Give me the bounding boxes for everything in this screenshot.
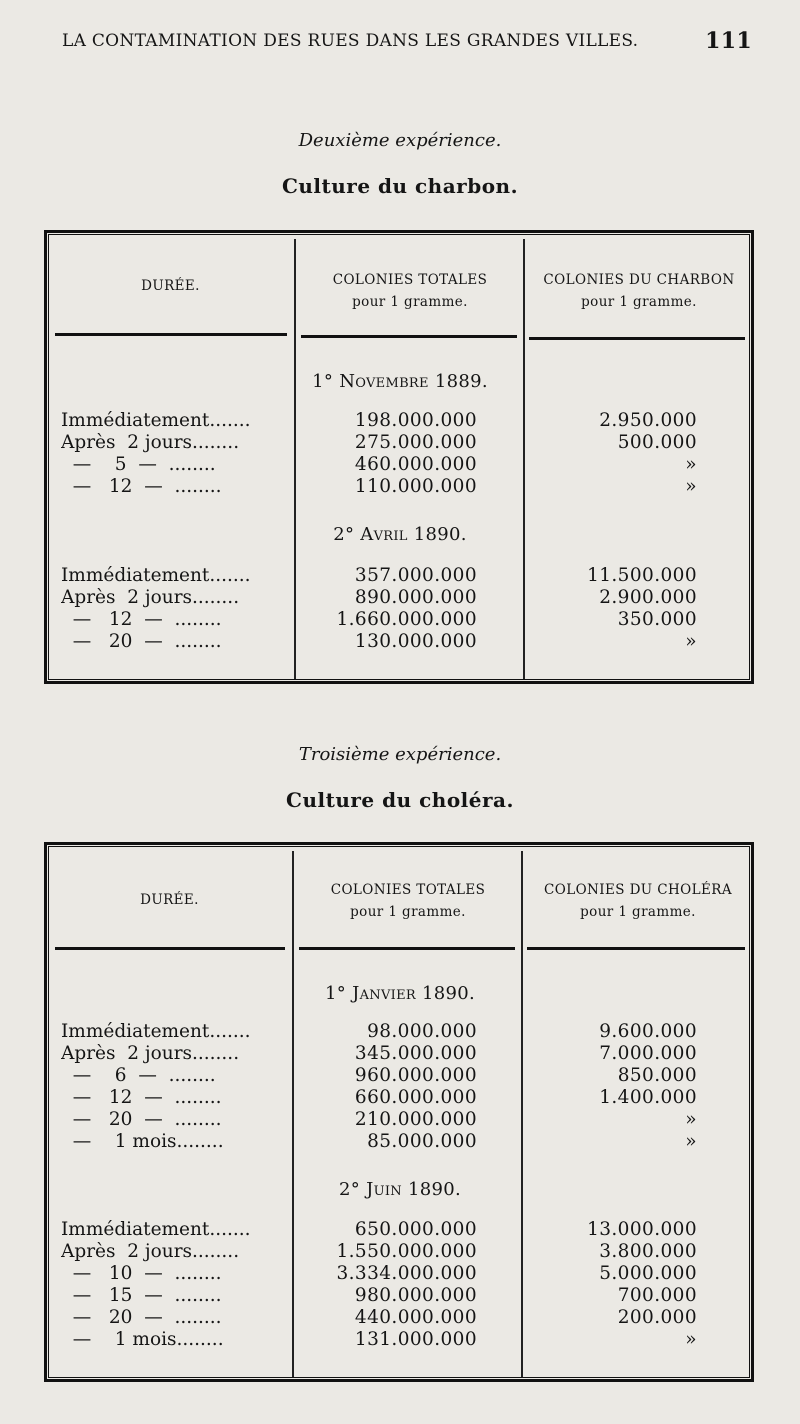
- group-date: [47, 524, 753, 545]
- totales-cell: 1.550.000.000: [336, 1241, 477, 1262]
- table-row: [47, 1065, 753, 1087]
- totales-cell: 890.000.000: [354, 587, 477, 608]
- totales-cell: 460.000.000: [354, 454, 477, 475]
- header-colonies-cholera: [523, 879, 753, 923]
- group-date: [47, 1179, 753, 1200]
- duree-cell: — 1 mois........: [61, 1329, 224, 1350]
- totales-cell: 1.660.000.000: [336, 609, 477, 630]
- totales-cell: 98.000.000: [367, 1021, 477, 1042]
- totales-cell: 650.000.000: [354, 1219, 477, 1240]
- header-line: pour 1 gramme.: [581, 294, 697, 310]
- specifiques-cell: 200.000: [617, 1307, 697, 1328]
- duree-cell: — 20 — ........: [61, 1307, 222, 1328]
- experiment-subtitle: Troisième expérience.: [298, 744, 502, 765]
- specifiques-cell: 700.000: [617, 1285, 697, 1306]
- specifiques-cell: »: [685, 1109, 697, 1130]
- specifiques-cell: 500.000: [617, 432, 697, 453]
- specifiques-cell: 11.500.000: [587, 565, 697, 586]
- duree-cell: — 12 — ........: [61, 609, 222, 630]
- specifiques-cell: 850.000: [617, 1065, 697, 1086]
- header-rule: [55, 333, 287, 336]
- group-date: [47, 371, 753, 392]
- header-rule: [55, 947, 285, 950]
- totales-cell: 345.000.000: [354, 1043, 477, 1064]
- header-colonies-totales: [295, 879, 521, 923]
- totales-cell: 131.000.000: [354, 1329, 477, 1350]
- duree-cell: — 15 — ........: [61, 1285, 222, 1306]
- totales-cell: 660.000.000: [354, 1087, 477, 1108]
- header-rule: [301, 335, 517, 338]
- header-duree: DURÉE.: [141, 278, 200, 294]
- specifiques-cell: 3.800.000: [599, 1241, 697, 1262]
- duree-cell: — 1 mois........: [61, 1131, 224, 1152]
- totales-cell: 3.334.000.000: [336, 1263, 477, 1284]
- date-month: Avril: [360, 524, 408, 545]
- group-date: [47, 983, 753, 1004]
- header-line: pour 1 gramme.: [350, 904, 466, 920]
- duree-cell: Après 2 jours........: [61, 1043, 240, 1064]
- section-title: Culture du charbon.: [281, 174, 519, 198]
- table-row: [47, 1219, 753, 1241]
- table-row: [47, 1021, 753, 1043]
- table-row: [47, 476, 753, 498]
- table-row: [47, 410, 753, 432]
- totales-cell: 980.000.000: [354, 1285, 477, 1306]
- date-number: 1°: [324, 983, 347, 1004]
- totales-cell: 275.000.000: [354, 432, 477, 453]
- specifiques-cell: »: [685, 1329, 697, 1350]
- header-line: COLONIES TOTALES: [332, 272, 488, 288]
- running-head: [62, 24, 752, 58]
- header-line: COLONIES TOTALES: [330, 882, 486, 898]
- duree-cell: — 10 — ........: [61, 1263, 222, 1284]
- duree-cell: Après 2 jours........: [61, 432, 240, 453]
- duree-cell: — 20 — ........: [61, 631, 222, 652]
- table-row: [47, 1131, 753, 1153]
- table-row: [47, 432, 753, 454]
- totales-cell: 85.000.000: [367, 1131, 477, 1152]
- table-row: [47, 631, 753, 653]
- duree-cell: Immédiatement.......: [61, 1219, 251, 1240]
- date-month: Juin: [366, 1179, 402, 1200]
- header-rule: [527, 947, 745, 950]
- duree-cell: Immédiatement.......: [61, 1021, 251, 1042]
- duree-cell: — 5 — ........: [61, 454, 216, 475]
- specifiques-cell: 2.950.000: [599, 410, 697, 431]
- specifiques-cell: 350.000: [617, 609, 697, 630]
- specifiques-cell: 5.000.000: [599, 1263, 697, 1284]
- running-head-title: LA CONTAMINATION DES RUES DANS LES GRANDES VILLES.: [62, 31, 639, 51]
- section-title: Culture du choléra.: [286, 788, 514, 812]
- header-duree: DURÉE.: [140, 892, 199, 908]
- duree-cell: Après 2 jours........: [61, 1241, 240, 1262]
- experiment-subtitle: Deuxième expérience.: [298, 130, 502, 151]
- header-rule: [529, 337, 745, 340]
- totales-cell: 960.000.000: [354, 1065, 477, 1086]
- table-row: [47, 1307, 753, 1329]
- table-row: [47, 1043, 753, 1065]
- date-number: 2°: [333, 524, 355, 545]
- specifiques-cell: »: [685, 476, 697, 497]
- table-row: [47, 565, 753, 587]
- duree-cell: — 6 — ........: [61, 1065, 216, 1086]
- totales-cell: 110.000.000: [354, 476, 477, 497]
- date-number: 2°: [338, 1179, 361, 1200]
- table-row: [47, 1087, 753, 1109]
- date-year: 1890.: [413, 524, 467, 545]
- header-line: COLONIES DU CHOLÉRA: [544, 882, 732, 898]
- table-row: [47, 1329, 753, 1351]
- totales-cell: 357.000.000: [354, 565, 477, 586]
- specifiques-cell: 9.600.000: [599, 1021, 697, 1042]
- date-year: 1890.: [407, 1179, 462, 1200]
- date-month: Novembre: [339, 371, 429, 392]
- specifiques-cell: »: [685, 1131, 697, 1152]
- specifiques-cell: 1.400.000: [599, 1087, 697, 1108]
- header-colonies-totales: [297, 269, 523, 313]
- table-row: [47, 454, 753, 476]
- date-year: 1889.: [434, 371, 488, 392]
- specifiques-cell: »: [685, 631, 697, 652]
- duree-cell: Immédiatement.......: [61, 410, 251, 431]
- data-table: [44, 842, 754, 1382]
- duree-cell: — 12 — ........: [61, 1087, 222, 1108]
- specifiques-cell: »: [685, 454, 697, 475]
- header-line: COLONIES DU CHARBON: [543, 272, 735, 288]
- data-table: [44, 230, 754, 684]
- header-rule: [299, 947, 515, 950]
- table-row: [47, 1109, 753, 1131]
- table-row: [47, 587, 753, 609]
- totales-cell: 130.000.000: [354, 631, 477, 652]
- page-number: 111: [705, 28, 752, 54]
- table-row: [47, 609, 753, 631]
- specifiques-cell: 2.900.000: [599, 587, 697, 608]
- specifiques-cell: 13.000.000: [587, 1219, 697, 1240]
- totales-cell: 440.000.000: [354, 1307, 477, 1328]
- specifiques-cell: 7.000.000: [599, 1043, 697, 1064]
- date-month: Janvier: [352, 983, 416, 1004]
- table-row: [47, 1263, 753, 1285]
- duree-cell: Immédiatement.......: [61, 565, 251, 586]
- duree-cell: Après 2 jours........: [61, 587, 240, 608]
- duree-cell: — 12 — ........: [61, 476, 222, 497]
- table-row: [47, 1241, 753, 1263]
- header-colonies-charbon: [525, 269, 753, 313]
- duree-cell: — 20 — ........: [61, 1109, 222, 1130]
- date-year: 1890.: [421, 983, 476, 1004]
- totales-cell: 198.000.000: [354, 410, 477, 431]
- header-line: pour 1 gramme.: [352, 294, 468, 310]
- date-number: 1°: [312, 371, 334, 392]
- table-row: [47, 1285, 753, 1307]
- totales-cell: 210.000.000: [354, 1109, 477, 1130]
- header-line: pour 1 gramme.: [580, 904, 696, 920]
